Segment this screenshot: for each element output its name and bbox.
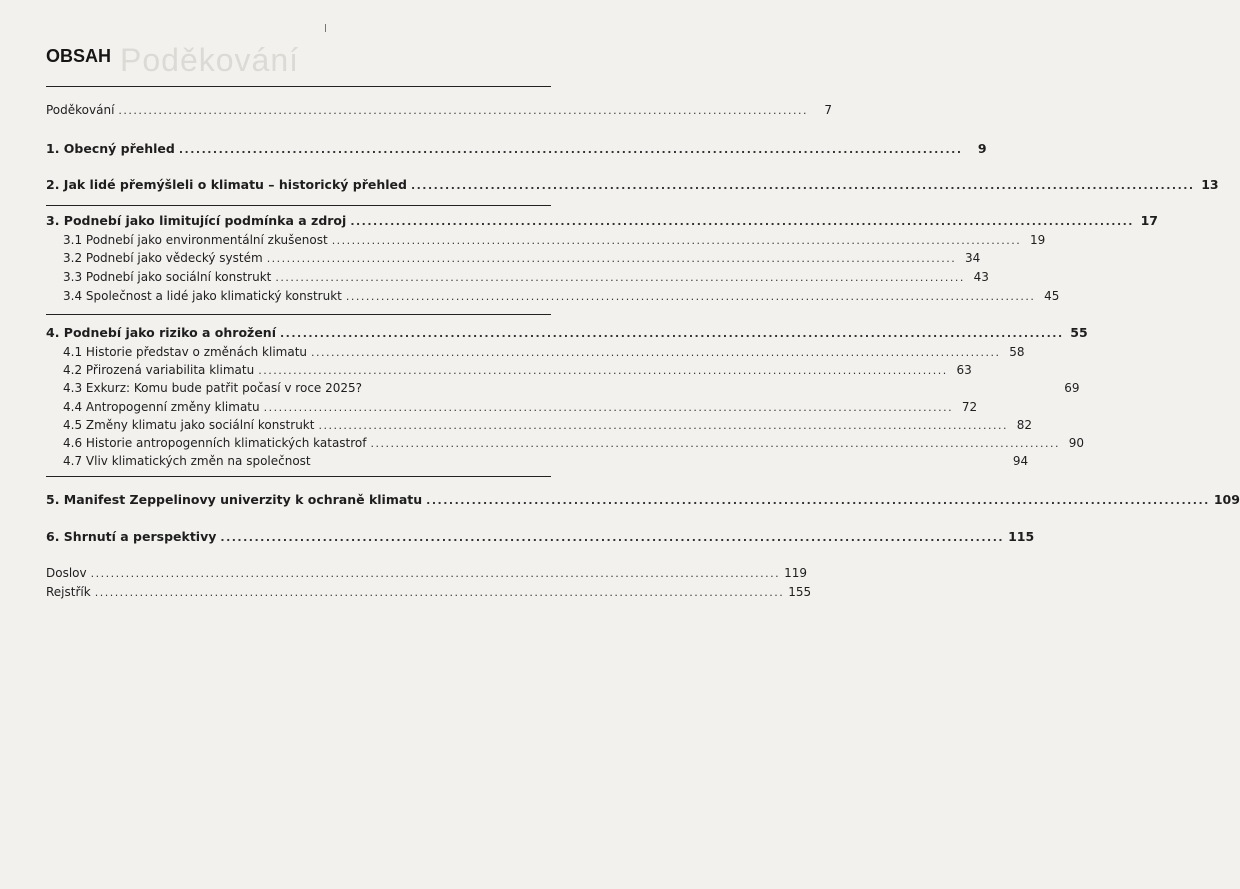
toc-entry-page: 119	[784, 566, 808, 580]
toc-entry-page: 19	[1029, 233, 1046, 247]
leader-dots: ..........................................................................................................................................	[279, 327, 1064, 340]
toc-subentry[interactable]	[63, 418, 1032, 432]
toc-entry-label: 4.4 Antropogenní změny klimatu	[63, 400, 260, 414]
toc-entry-label: 3. Podnebí jako limitující podmínka a zdroj	[46, 213, 347, 228]
leader-dots: ..........................................................................................................................................	[410, 179, 1195, 192]
leader-dots: ..........................................................................................................................................	[90, 567, 781, 580]
toc-entry[interactable]	[46, 529, 1035, 544]
toc-entry[interactable]	[46, 177, 1219, 192]
leader-dots: ..........................................................................................................................................	[275, 271, 965, 284]
toc-entry-label: 4.7 Vliv klimatických změn na společnost	[63, 454, 311, 468]
leader-dots: ..........................................................................................................................................	[263, 401, 954, 414]
rule-top	[46, 86, 551, 87]
toc-subentry[interactable]	[63, 251, 981, 265]
leader-dots: ..........................................................................................................................................	[426, 494, 1210, 507]
toc-subentry[interactable]	[63, 289, 1060, 303]
leader-dots: ..........................................................................................................................................	[178, 143, 963, 156]
toc-entry-label: 4.1 Historie představ o změnách klimatu	[63, 345, 308, 359]
toc-entry-page: 63	[956, 363, 972, 377]
rule-section-3-bottom	[46, 314, 551, 315]
toc-entry-page: 109	[1213, 492, 1240, 507]
leader-dots: ..........................................................................................................................................	[318, 419, 1008, 432]
toc-entry-label: Doslov	[46, 566, 87, 580]
toc-entry[interactable]	[46, 492, 1240, 507]
toc-entry-label: 3.4 Společnost a lidé jako klimatický konstrukt	[63, 289, 342, 303]
toc-entry-page: 43	[973, 270, 989, 284]
toc-entry-page: 155	[788, 585, 812, 599]
toc-entry-label: 3.1 Podnebí jako environmentální zkušenost	[63, 233, 328, 247]
leader-dots: ..........................................................................................................................................	[94, 586, 785, 599]
toc-entry-page: 58	[1009, 345, 1025, 359]
toc-entry[interactable]	[46, 566, 808, 580]
toc-entry-label: 4.3 Exkurz: Komu bude patřit počasí v roce 2025?	[63, 381, 363, 395]
toc-entry-label: 4. Podnebí jako riziko a ohrožení	[46, 325, 276, 340]
rule-section-3-top	[46, 205, 551, 206]
toc-entry-page: 69	[1064, 381, 1080, 395]
toc-entry-page: 7	[824, 103, 832, 117]
toc-entry-label: Rejstřík	[46, 585, 91, 599]
toc-entry-page: 17	[1140, 213, 1158, 228]
toc-entry-label: 3.3 Podnebí jako sociální konstrukt	[63, 270, 272, 284]
toc-entry[interactable]	[46, 141, 987, 156]
page-mark	[325, 24, 326, 32]
toc-entry[interactable]	[46, 325, 1088, 340]
toc-subentry[interactable]	[63, 400, 978, 414]
toc-entry-label: 5. Manifest Zeppelinovy univerzity k ochraně klimatu	[46, 492, 423, 507]
rule-section-4-bottom	[46, 476, 551, 477]
toc-subentry[interactable]	[63, 454, 1029, 468]
toc-entry-page: 45	[1044, 289, 1060, 303]
bleed-through-heading: Poděkování	[120, 42, 300, 78]
leader-dots: ..........................................................................................................................................	[331, 234, 1022, 247]
toc-subentry[interactable]	[63, 363, 972, 377]
leader-dots: ..........................................................................................................................................	[118, 104, 808, 117]
toc-entry-page: 13	[1201, 177, 1219, 192]
leader-dots: ..........................................................................................................................................	[220, 531, 1005, 544]
toc-entry-page: 34	[964, 251, 981, 265]
toc-entry-label: Poděkování	[46, 103, 115, 117]
toc-entry-label: 3.2 Podnebí jako vědecký systém	[63, 251, 263, 265]
toc-entry-label: 6. Shrnutí a perspektivy	[46, 529, 217, 544]
toc-entry[interactable]	[46, 585, 812, 599]
toc-entry-label: 4.6 Historie antropogenních klimatických katastrof	[63, 436, 367, 450]
toc-entry-label: 2. Jak lidé přemýšleli o klimatu – historický přehled	[46, 177, 407, 192]
toc-entry-page: 94	[1012, 454, 1029, 468]
toc-entry-page: 9	[977, 141, 987, 156]
toc-subentry[interactable]	[63, 381, 1080, 395]
leader-dots: ..........................................................................................................................................	[350, 215, 1134, 228]
toc-entry-page: 55	[1070, 325, 1088, 340]
toc-entry-page: 90	[1068, 436, 1085, 450]
leader-dots: ..........................................................................................................................................	[258, 364, 948, 377]
toc-entry[interactable]	[46, 213, 1158, 228]
leader-dots: ..........................................................................................................................................	[311, 346, 1001, 359]
toc-entry[interactable]	[46, 103, 832, 117]
toc-entry-label: 4.2 Přirozená variabilita klimatu	[63, 363, 255, 377]
toc-entry-label: 4.5 Změny klimatu jako sociální konstrukt	[63, 418, 315, 432]
toc-entry-page: 82	[1016, 418, 1032, 432]
leader-dots: ..........................................................................................................................................	[345, 290, 1036, 303]
toc-subentry[interactable]	[63, 270, 989, 284]
leader-dots: ..........................................................................................................................................	[266, 252, 957, 265]
leader-dots: ..........................................................................................................................................	[370, 437, 1061, 450]
toc-subentry[interactable]	[63, 345, 1025, 359]
toc-subentry[interactable]	[63, 233, 1046, 247]
toc-entry-label: 1. Obecný přehled	[46, 141, 175, 156]
contents-title: OBSAH	[46, 46, 112, 66]
toc-entry-page: 115	[1008, 529, 1035, 544]
toc-subentry[interactable]	[63, 436, 1085, 450]
toc-entry-page: 72	[961, 400, 978, 414]
